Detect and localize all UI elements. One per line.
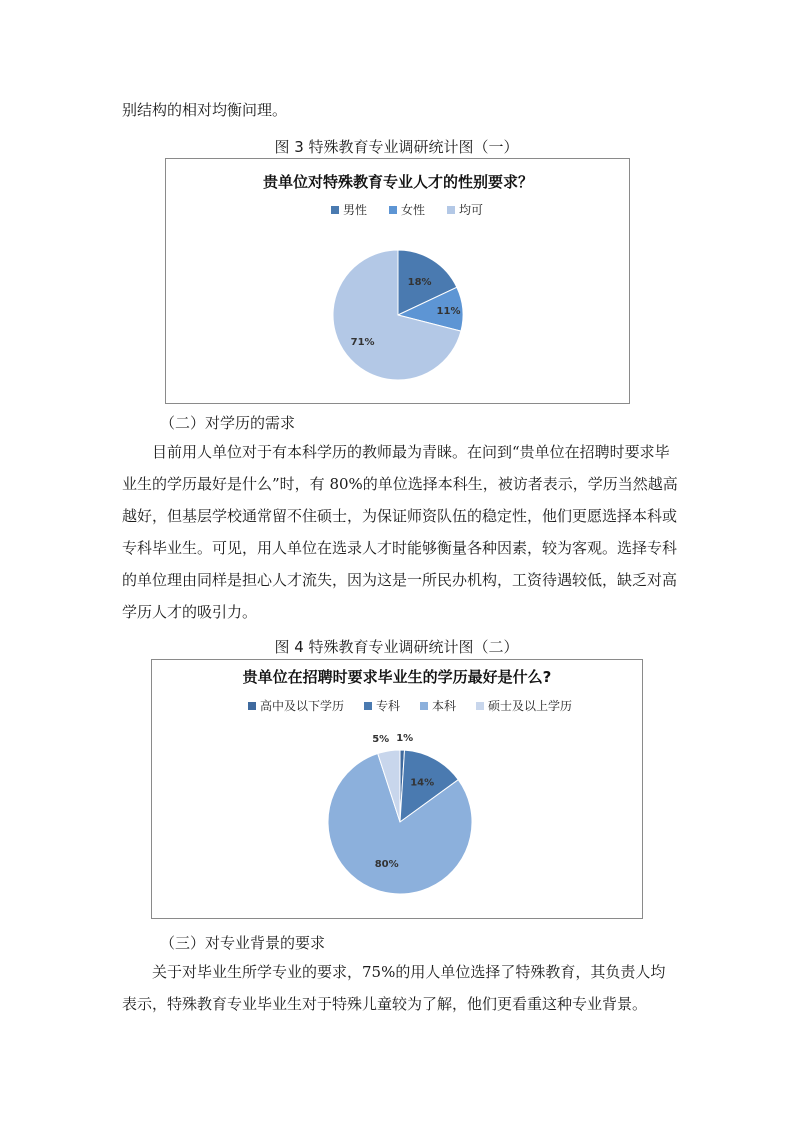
chart1-legend-label: 均可: [459, 203, 484, 217]
figure4-caption: 图 4 特殊教育专业调研统计图（二）: [274, 638, 519, 656]
section3-heading: （三）对专业背景的要求: [160, 934, 326, 952]
chart2-title: 贵单位在招聘时要求毕业生的学历最好是什么?: [242, 668, 552, 686]
chart2-legend-label: 本科: [432, 699, 457, 713]
intro-line: 别结构的相对均衡问理。: [122, 101, 288, 119]
chart2-data-label: 80%: [374, 859, 399, 871]
chart1-svg: [166, 159, 629, 403]
chart1-title: 贵单位对特殊教育专业人才的性别要求？: [262, 173, 534, 191]
section2-heading: （二）对学历的需求: [160, 414, 296, 432]
chart1-legend-label: 男性: [343, 203, 368, 217]
figure3-caption: 图 3 特殊教育专业调研统计图（一）: [274, 138, 519, 156]
section2-paragraph: 目前用人单位对于有本科学历的教师最为青睐。在问到“贵单位在招聘时要求毕业生的学历最好是什么”时，有 80%的单位选择本科生，被访者表示，学历当然越高越好，但基层学校通常留不住硕士，为保证师资队伍的稳定性，他们更愿选择本科或专科毕业生。可见，用人单位在选录人才时能够衡量各种因素，较为客观。选择专科的单位理由同样是担心人才流失，因为这是一所民办机构，工资待遇较低，缺乏对高学历人才的吸引力。: [122, 443, 678, 621]
chart2-legend-swatch: [248, 702, 256, 710]
chart2-legend-swatch: [420, 702, 428, 710]
chart1-legend-label: 女性: [401, 203, 426, 217]
chart1-data-label: 71%: [350, 336, 375, 348]
chart1-frame: [165, 158, 630, 404]
chart2-legend-swatch: [364, 702, 372, 710]
chart2-legend-swatch: [476, 702, 484, 710]
chart2-data-label: 1%: [396, 733, 414, 745]
chart1-data-label: 11%: [436, 306, 461, 318]
chart1-legend-swatch: [331, 206, 339, 214]
section3-paragraph: 关于对毕业生所学专业的要求，75%的用人单位选择了特殊教育，其负责人均表示，特殊教育专业毕业生对于特殊儿童较为了解，他们更看重这种专业背景。: [122, 963, 666, 1013]
chart2-svg: [152, 660, 642, 918]
chart2-data-label: 5%: [372, 734, 390, 746]
chart2-legend-label: 高中及以下学历: [260, 699, 345, 713]
chart2-legend-label: 专科: [376, 699, 401, 713]
chart1-legend-swatch: [389, 206, 397, 214]
chart2-legend-label: 硕士及以上学历: [488, 699, 573, 713]
chart2-frame: [151, 659, 643, 919]
chart1-legend-swatch: [447, 206, 455, 214]
chart1-data-label: 18%: [407, 277, 432, 288]
chart2-data-label: 14%: [410, 777, 435, 789]
